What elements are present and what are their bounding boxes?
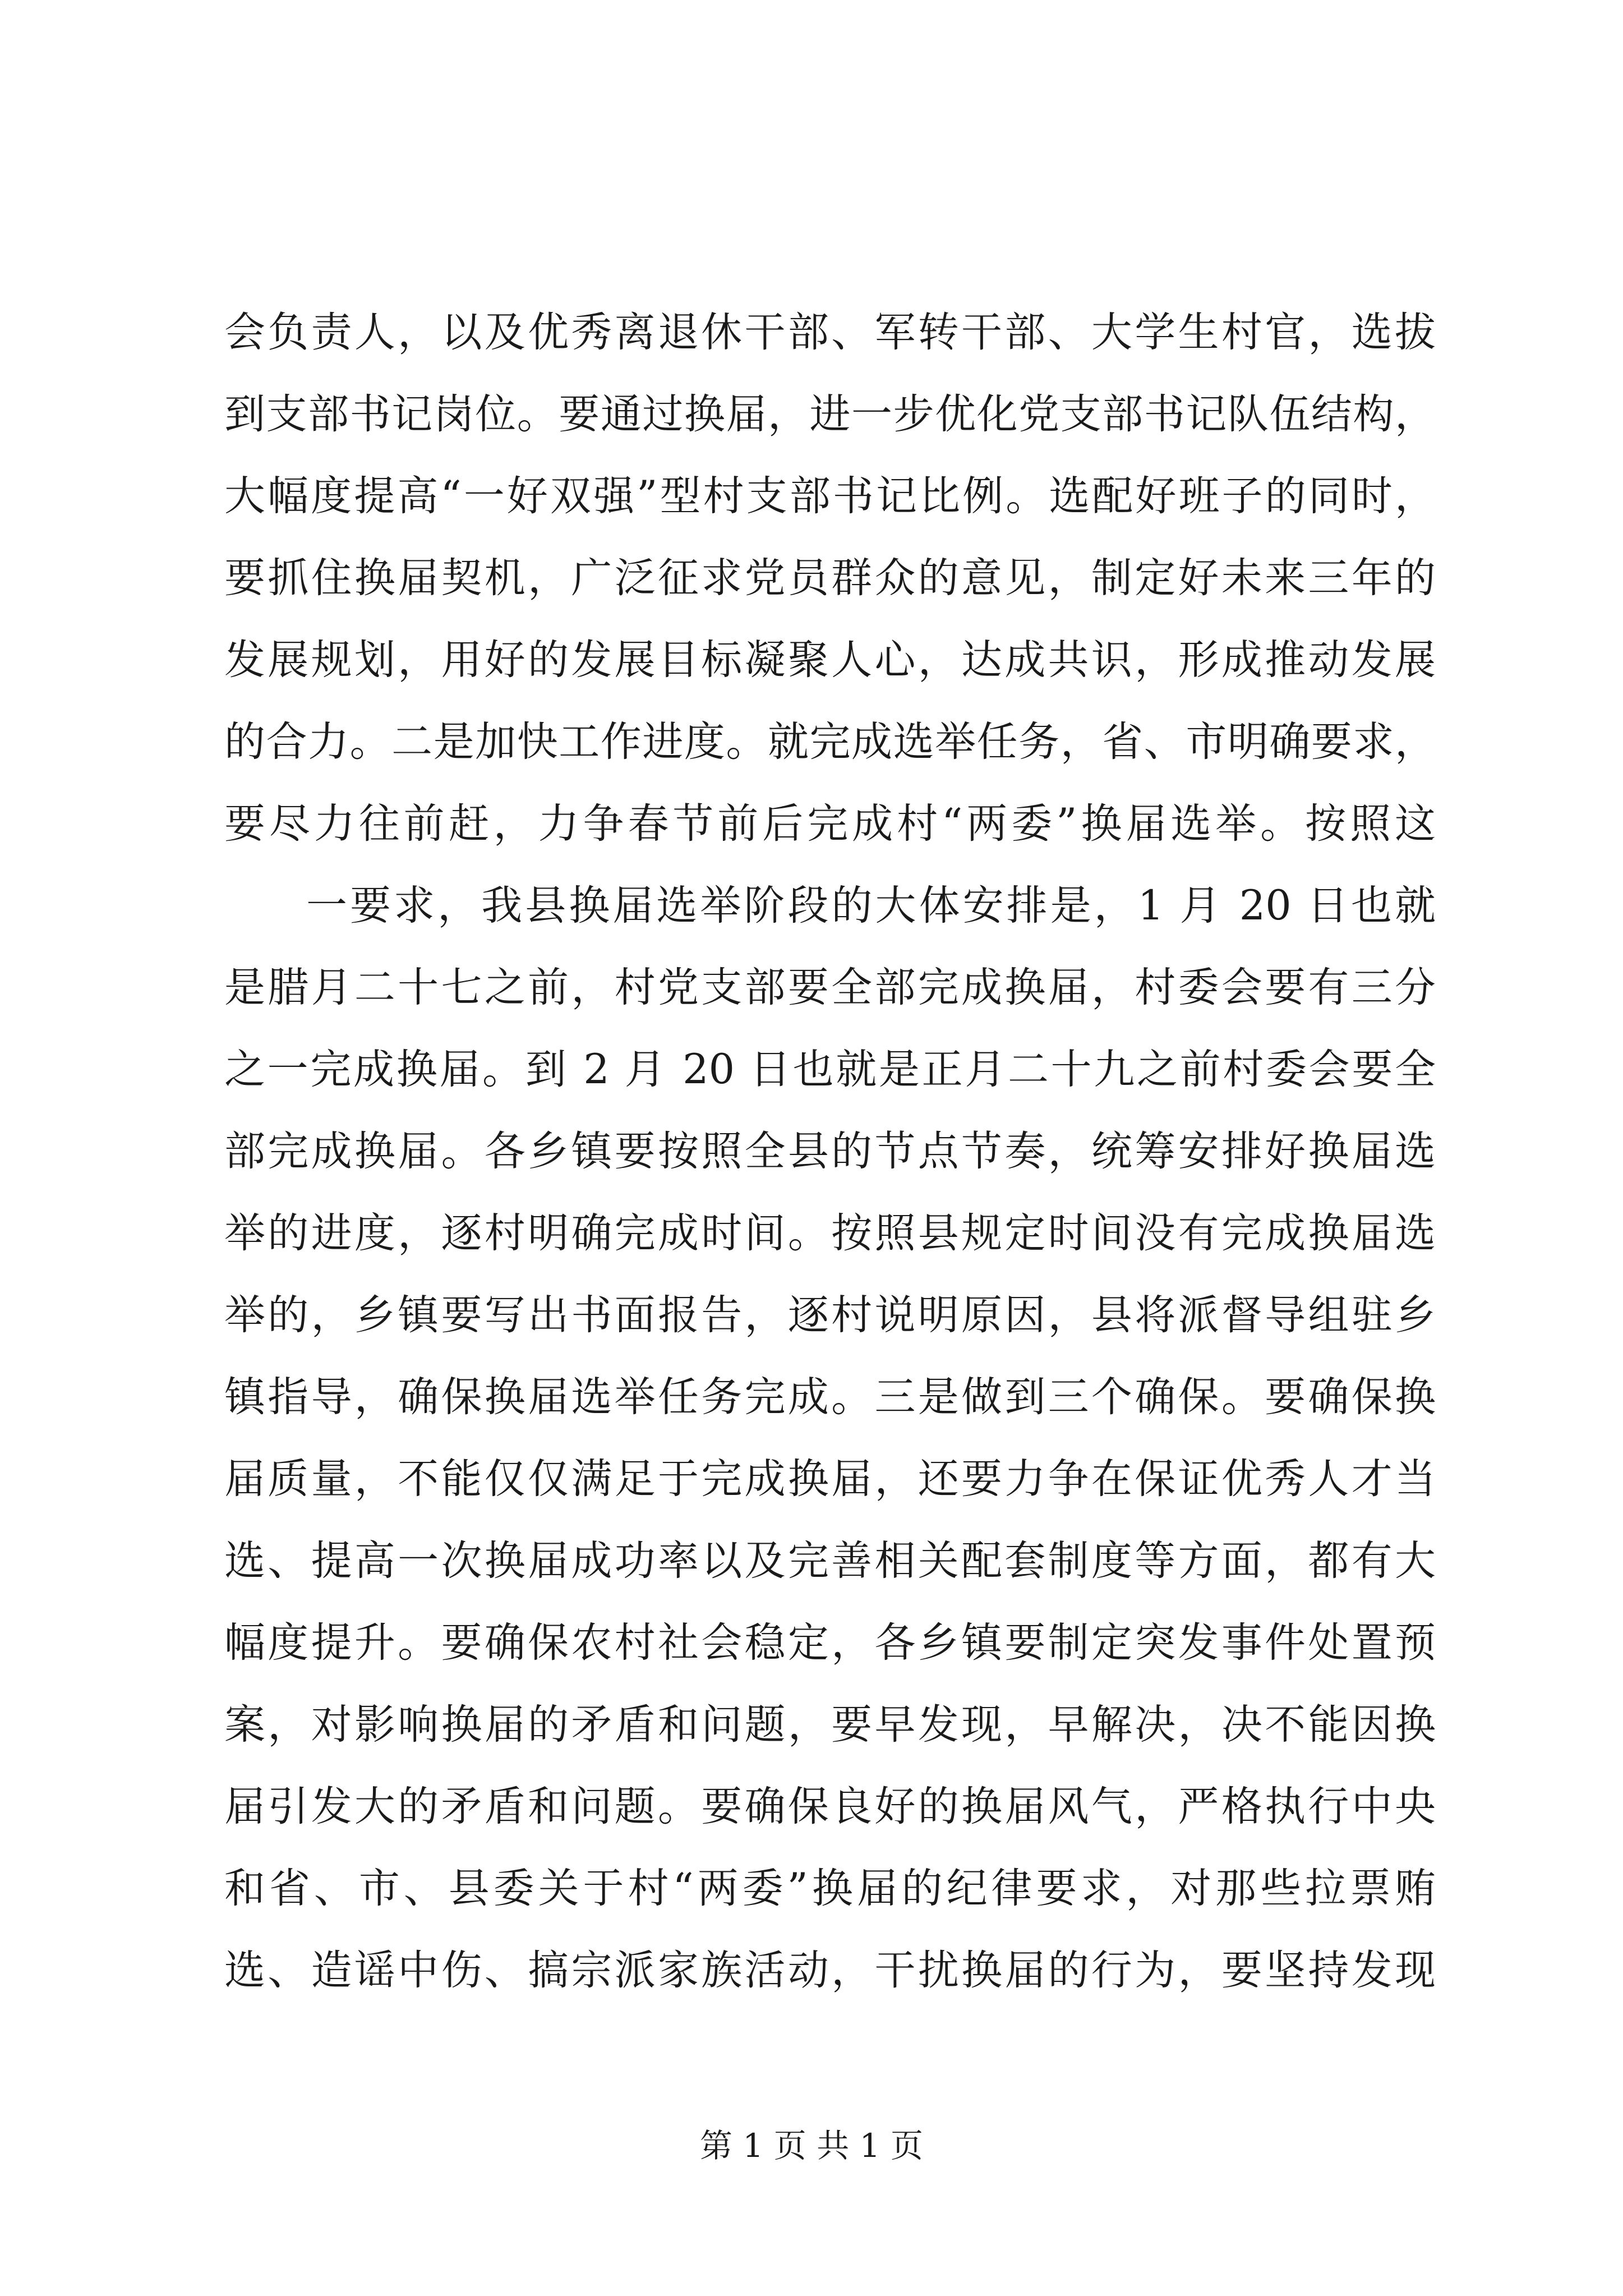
text-line: 之一完成换届。到 2 月 20 日也就是正月二十九之前村委会要全 bbox=[224, 1046, 1436, 1093]
text-line: 的合力。二是加快工作进度。就完成选举任务，省、市明确要求， bbox=[224, 718, 1436, 766]
text-line: 是腊月二十七之前，村党支部要全部完成换届，村委会要有三分 bbox=[224, 964, 1436, 1011]
text-line: 发展规划，用好的发展目标凝聚人心，达成共识，形成推动发展 bbox=[224, 636, 1436, 684]
text-line: 届引发大的矛盾和问题。要确保良好的换届风气，严格执行中央 bbox=[224, 1783, 1436, 1830]
text-line: 到支部书记岗位。要通过换届，进一步优化党支部书记队伍结构， bbox=[224, 390, 1436, 438]
text-line: 举的进度，逐村明确完成时间。按照县规定时间没有完成换届选 bbox=[224, 1209, 1436, 1257]
text-line: 案，对影响换届的矛盾和问题，要早发现，早解决，决不能因换 bbox=[224, 1701, 1436, 1749]
text-line: 大幅度提高“一好双强”型村支部书记比例。选配好班子的同时， bbox=[224, 472, 1436, 520]
text-line: 举的，乡镇要写出书面报告，逐村说明原因，县将派督导组驻乡 bbox=[224, 1291, 1436, 1339]
text-line: 选、造谣中伤、搞宗派家族活动，干扰换届的行为，要坚持发现 bbox=[224, 1947, 1436, 1994]
text-line: 幅度提升。要确保农村社会稳定，各乡镇要制定突发事件处置预 bbox=[224, 1619, 1436, 1667]
text-line: 和省、市、县委关于村“两委”换届的纪律要求，对那些拉票贿 bbox=[224, 1865, 1436, 1912]
paragraph-1 bbox=[224, 292, 1436, 865]
text-line: 届质量，不能仅仅满足于完成换届，还要力争在保证优秀人才当 bbox=[224, 1455, 1436, 1503]
text-line: 要尽力往前赶，力争春节前后完成村“两委”换届选举。按照这 bbox=[224, 800, 1436, 848]
paragraph-2 bbox=[224, 865, 1436, 2012]
text-line: 选、提高一次换届成功率以及完善相关配套制度等方面，都有大 bbox=[224, 1537, 1436, 1585]
page-number-footer: 第 1 页 共 1 页 bbox=[700, 2127, 923, 2165]
document-body bbox=[224, 292, 1436, 2012]
text-line: 镇指导，确保换届选举任务完成。三是做到三个确保。要确保换 bbox=[224, 1373, 1436, 1421]
text-line: 要抓住换届契机，广泛征求党员群众的意见，制定好未来三年的 bbox=[224, 554, 1436, 602]
text-line: 会负责人，以及优秀离退休干部、军转干部、大学生村官，选拔 bbox=[224, 309, 1436, 356]
text-line: 部完成换届。各乡镇要按照全县的节点节奏，统筹安排好换届选 bbox=[224, 1128, 1436, 1175]
text-line: 一要求，我县换届选举阶段的大体安排是，1 月 20 日也就 bbox=[306, 882, 1436, 930]
